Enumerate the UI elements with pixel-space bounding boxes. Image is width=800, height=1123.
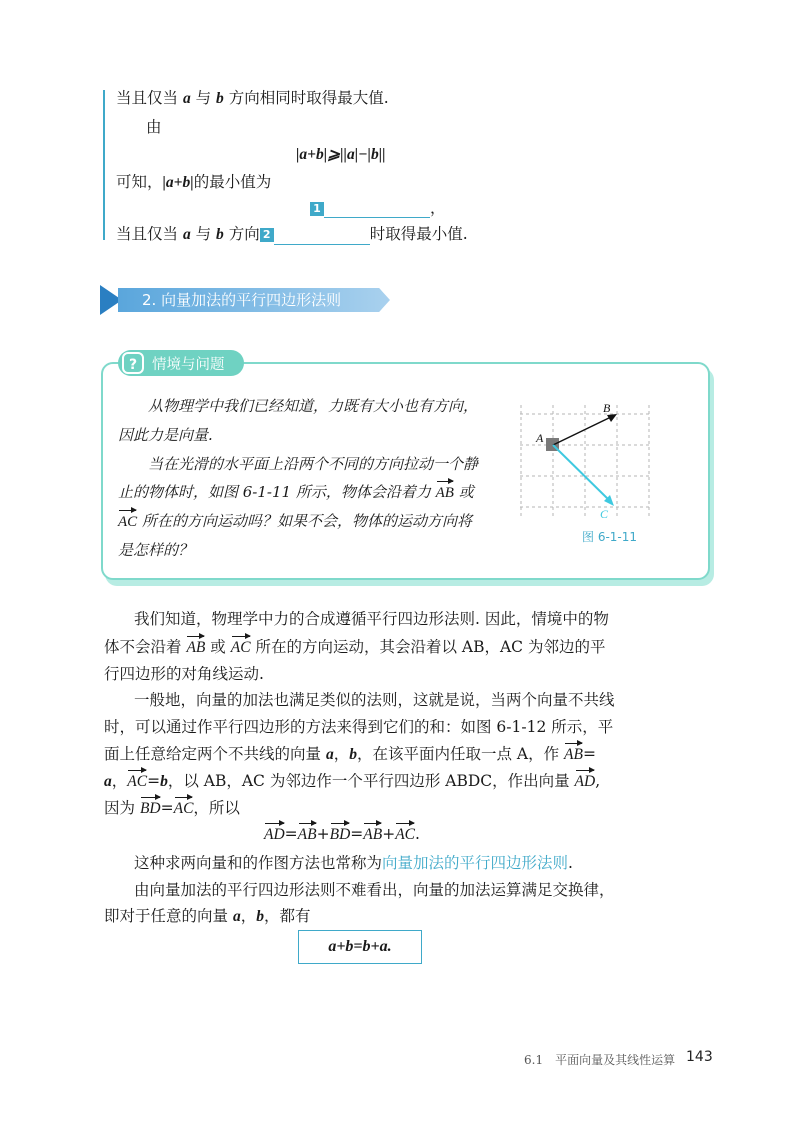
text: 因为 (104, 799, 140, 817)
situation-tab (118, 350, 244, 376)
vector-bd: BD (329, 826, 351, 843)
period: . (415, 825, 420, 843)
section-title: 2. 向量加法的平行四边形法则 (142, 291, 342, 309)
situation-tab-label: 情境与问题 (152, 357, 225, 373)
text: ，在该平面内任取一点 A，作 (356, 745, 565, 763)
blank-number-2: 2 (260, 228, 274, 242)
var-b: b (216, 226, 224, 243)
label-c: C (600, 507, 609, 521)
body-p1-l2 (104, 637, 605, 658)
label-b: B (603, 401, 611, 415)
vector-sum-equation (264, 824, 420, 845)
vector-ab: AB (564, 746, 583, 763)
text: 或 (205, 638, 231, 656)
text: ， (111, 772, 128, 790)
commutative-law-box: a+b=b+a. (298, 930, 422, 964)
situation-p2-l2 (118, 482, 474, 503)
inequality-formula: |a+b|⩾||a|−|b|| (296, 146, 386, 163)
vector-ab: AB (435, 485, 454, 501)
intro-line-1 (116, 88, 389, 109)
figure-6-1-11 (515, 400, 655, 525)
situation-p1-l2: 因此力是向量. (118, 426, 213, 444)
blank-line-2[interactable] (274, 228, 370, 245)
body-p1-l1: 我们知道，物理学中力的合成遵循平行四边形法则. 因此，情境中的物 (134, 610, 609, 628)
footer-section: 6.1 平面向量及其线性运算 (524, 1053, 676, 1067)
text: 这种求两向量和的作图方法也常称为 (134, 854, 383, 872)
var-a: a (182, 90, 191, 107)
var-b: b (216, 90, 224, 107)
text: 或 (453, 483, 474, 501)
text: 所在的方向运动，其会沿着以 AB，AC 为邻边的平 (250, 638, 606, 656)
blank-line-1[interactable] (324, 201, 430, 218)
body-p3 (134, 853, 573, 873)
body-p1-l3: 行四边形的对角线运动. (104, 665, 264, 683)
plus-sign: + (382, 825, 396, 843)
text: 面上任意给定两个不共线的向量 (104, 745, 326, 763)
abs-expression: |a+b| (162, 174, 194, 191)
text: ， (240, 907, 257, 925)
body-p2-l4 (104, 771, 600, 792)
text: = (160, 799, 174, 817)
vector-ab-arrow (553, 416, 613, 445)
vector-ad: AD (574, 773, 596, 790)
text: 止的物体时，如图 6-1-11 所示，物体会沿着力 (118, 483, 436, 501)
body-p4-l2 (104, 906, 310, 927)
text: 方向 (223, 225, 260, 243)
body-p2-l2: 时，可以通过作平行四边形的方法来得到它们的和：如图 6-1-12 所示，平 (104, 718, 614, 736)
highlighted-term: 向量加法的平行四边形法则 (382, 854, 569, 872)
vector-ac: AC (230, 639, 251, 656)
grid-lines (520, 405, 650, 518)
page-number: 143 (686, 1049, 713, 1065)
text: 可知， (116, 173, 163, 191)
vector-ac-arrow (553, 445, 611, 502)
body-p4-l1: 由向量加法的平行四边形法则不难看出，向量的加法运算满足交换律， (134, 881, 615, 899)
figure-caption: 图 6-1-11 (582, 530, 638, 544)
text: = (147, 772, 161, 790)
text: , (595, 772, 601, 790)
var-b: b (160, 773, 168, 790)
text: 时取得最小值. (369, 225, 468, 243)
text: . (568, 854, 573, 872)
section-banner (100, 285, 396, 315)
situation-p2-l1: 当在光滑的水平面上沿两个不同的方向拉动一个静 (148, 455, 479, 473)
var-a: a (325, 746, 334, 763)
vector-ad: AD (264, 826, 285, 843)
text: 与 (190, 225, 217, 243)
body-p2-l1: 一般地，向量的加法也满足类似的法则，这就是说，当两个向量不共线 (134, 691, 615, 709)
vector-bd: BD (139, 800, 161, 817)
vector-ac: AC (395, 826, 416, 843)
body-p2-l3 (104, 744, 596, 765)
label-a: A (536, 431, 544, 445)
text: 与 (190, 89, 217, 107)
var-a: a (182, 226, 191, 243)
margin-rule (103, 90, 105, 240)
blank-number-1: 1 (310, 202, 324, 216)
var-b: b (256, 908, 264, 925)
intro-line-4 (116, 224, 468, 245)
vector-ab: AB (363, 826, 383, 843)
situation-p2-l4: 是怎样的？ (118, 541, 194, 559)
equals-sign: = (284, 825, 298, 843)
equals-sign: = (350, 825, 364, 843)
vector-ab: AB (297, 826, 317, 843)
comma: ， (430, 199, 446, 217)
var-a: a (232, 908, 241, 925)
text: 所在的方向运动吗？如果不会，物体的运动方向将 (137, 512, 472, 530)
text: 体不会沿着 (104, 638, 187, 656)
situation-p1-l1: 从物理学中我们已经知道，力既有大小也有方向， (148, 397, 479, 415)
plus-sign: + (316, 825, 330, 843)
question-icon: ? (122, 352, 144, 374)
text: ，所以 (193, 799, 240, 817)
body-p2-l5 (104, 798, 240, 819)
situation-p2-l3 (118, 511, 472, 532)
text: 方向相同时取得最大值. (223, 89, 389, 107)
var-a: a (104, 773, 112, 790)
text: 即对于任意的向量 (104, 907, 233, 925)
text: 的最小值为 (193, 173, 272, 191)
intro-line-3 (116, 172, 271, 193)
vector-ac: AC (173, 800, 194, 817)
vector-ab: AB (186, 639, 206, 656)
text: 当且仅当 (116, 89, 183, 107)
vector-ac: AC (118, 514, 138, 530)
text: ， (333, 745, 350, 763)
text: ，都有 (263, 907, 311, 925)
intro-line-2: 由 (146, 118, 162, 136)
text: ，以 AB，AC 为邻边作一个平行四边形 ABDC，作出向量 (167, 772, 575, 790)
blank-1[interactable] (310, 198, 446, 218)
text: 当且仅当 (116, 225, 183, 243)
var-b: b (349, 746, 357, 763)
text: = (582, 745, 596, 763)
vector-ac: AC (127, 773, 148, 790)
